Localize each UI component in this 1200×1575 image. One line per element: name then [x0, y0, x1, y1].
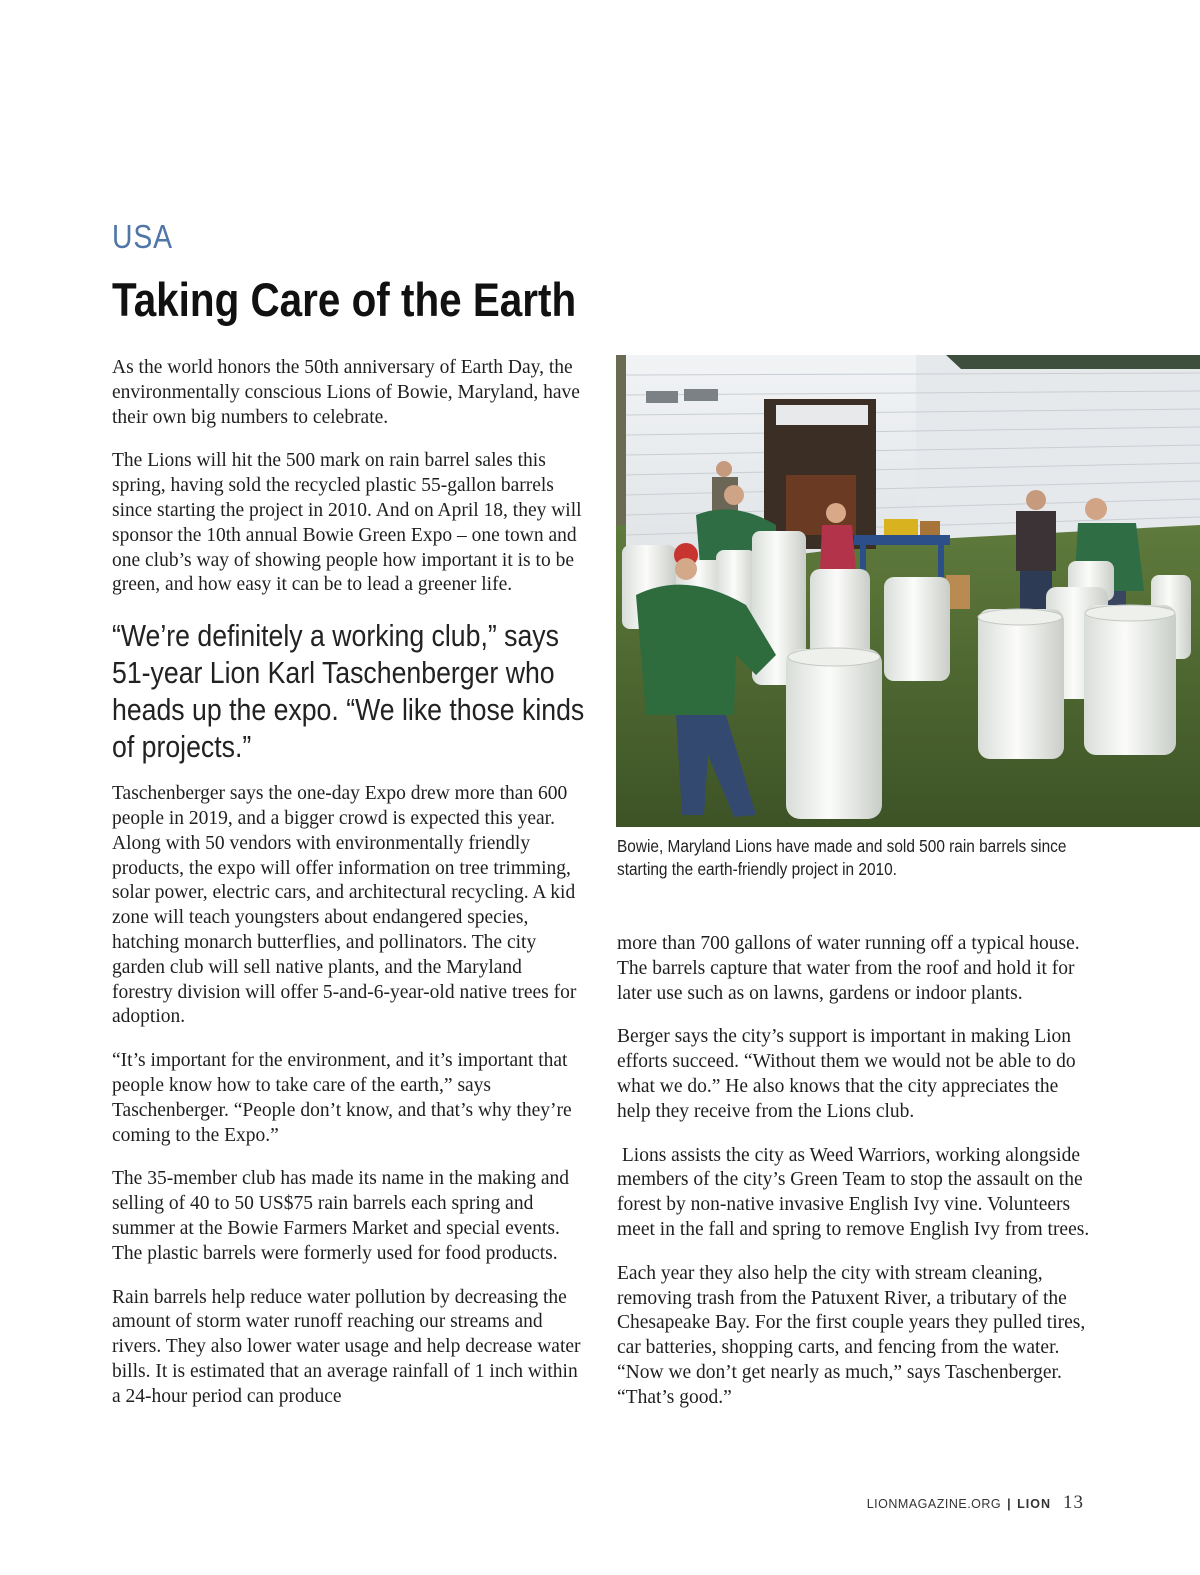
section-label: USA — [112, 218, 173, 255]
paragraph: Each year they also help the city with stream cleaning, removing trash from the Patuxent River, a tributary of the Chesapeake Bay. For the first couple years they pulled tires, car batteries, shopping carts, and fencing from the water. “Now we don’t get nearly as much,” says Taschenberger. “That’s good.” — [617, 1262, 1086, 1408]
paragraph: The 35-member club has made its name in the making and selling of 40 to 50 US$75 rain barrels each spring and summer at the Bowie Farmers Market and special events. The plastic barrels were formerly used for food products. — [112, 1168, 570, 1264]
left-column — [112, 356, 584, 1429]
article-title: Taking Care of the Earth — [112, 273, 577, 326]
paragraph: As the world honors the 50th anniversary of Earth Day, the environmentally conscious Lions of Bowie, Maryland, have their own big numbers to celebrate. — [112, 357, 580, 428]
paragraph: Lions assists the city as Weed Warriors, working alongside members of the city’s Green Team to stop the assault on the forest by non-native invasive English Ivy vine. Volunteers meet in the fall and spring to remove English Ivy from trees. — [617, 1144, 1090, 1240]
footer-site: LIONMAGAZINE.ORG — [866, 1497, 1002, 1511]
paragraph: Rain barrels help reduce water pollution by decreasing the amount of storm water runoff reaching our streams and rivers. They also lower water usage and help decrease water bills. It is estimated that an average rainfall of 1 inch within a 24-hour period can produce — [112, 1286, 581, 1407]
photo-caption: Bowie, Maryland Lions have made and sold 500 rain barrels since starting the earth-friendly project in 2010. — [617, 836, 1067, 879]
page-number: 13 — [1063, 1492, 1084, 1513]
right-column — [617, 932, 1095, 1430]
pull-quote: “We’re definitely a working club,” says 51-year Lion Karl Taschenberger who heads up the expo. “We like those kinds of projects.” — [112, 618, 585, 765]
page-footer — [867, 1492, 1084, 1514]
footer-brand: LION — [1017, 1497, 1051, 1511]
paragraph: The Lions will hit the 500 mark on rain barrel sales this spring, having sold the recycled plastic 55-gallon barrels since starting the project in 2010. And on April 18, they will sponsor the 10th annual Bowie Green Expo – one town and one club’s way of showing people how important it is to be green, and how easy it can be to lead a greener life. — [112, 450, 582, 596]
article-photo — [616, 355, 1200, 827]
paragraph: Berger says the city’s support is important in making Lion efforts succeed. “Without them we would not be able to do what we do.” He also knows that the city appreciates the help they receive from the Lions club. — [617, 1026, 1076, 1122]
footer-separator: | — [1007, 1497, 1012, 1511]
rain-barrels-photo — [616, 355, 1200, 827]
paragraph: Taschenberger says the one-day Expo drew more than 600 people in 2019, and a bigger crowd is expected this year. Along with 50 vendors with environmentally friendly products, the expo will offer information on tree trimming, solar power, electric cars, and architectural recycling. A kid zone will teach youngsters about endangered species, hatching monarch butterflies, and pollinators. The city garden club will sell native plants, and the Maryland forestry division will offer 5-and-6-year-old native trees for adoption. — [112, 783, 577, 1028]
paragraph: more than 700 gallons of water running off a typical house. The barrels capture that water from the roof and hold it for later use such as on lawns, gardens or indoor plants. — [617, 933, 1080, 1004]
paragraph: “It’s important for the environment, and it’s important that people know how to take care of the earth,” says Taschenberger. “People don’t know, and that’s why they’re coming to the Expo.” — [112, 1050, 572, 1146]
